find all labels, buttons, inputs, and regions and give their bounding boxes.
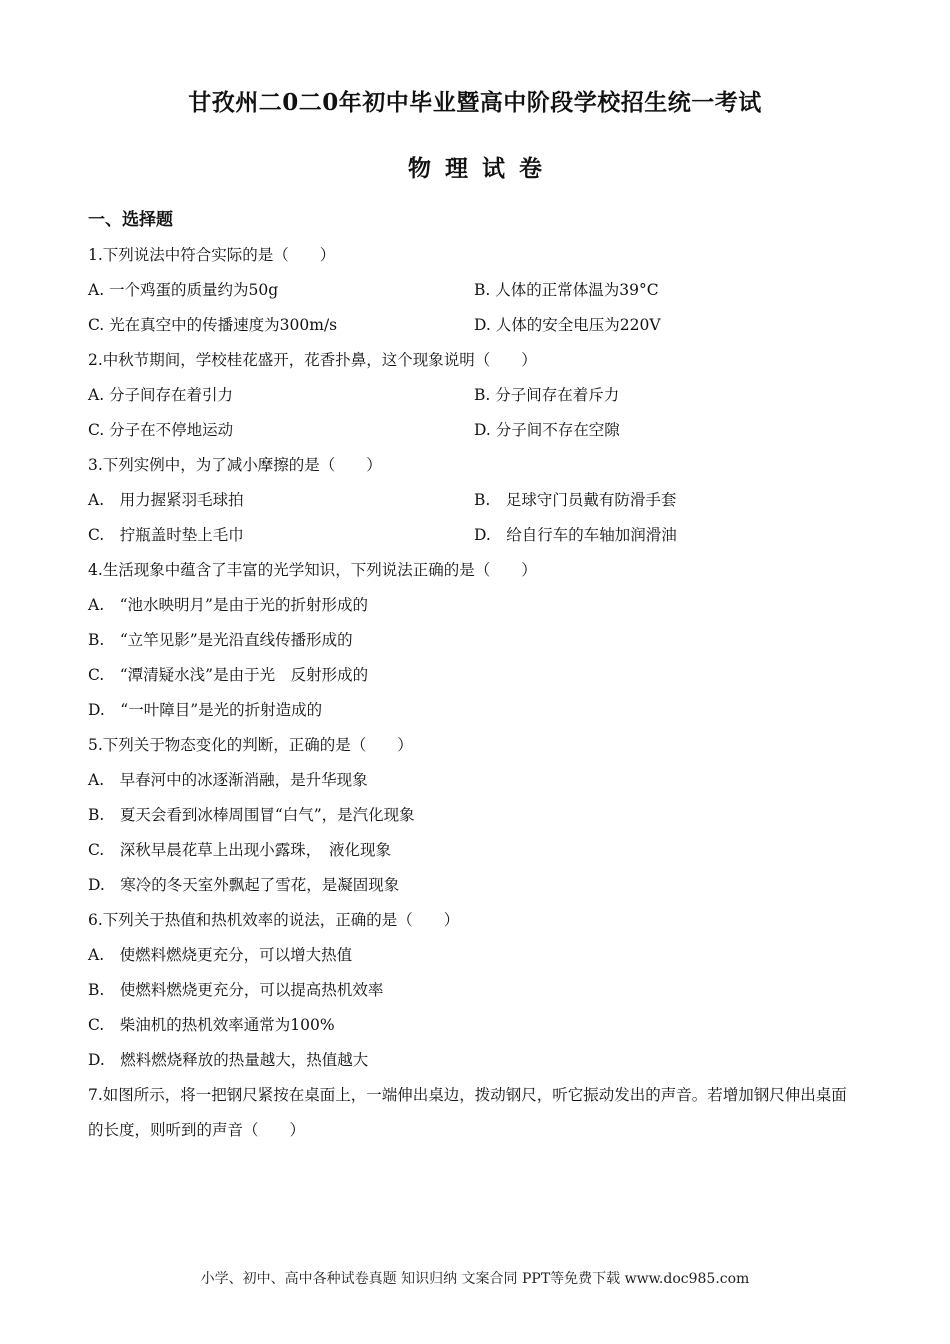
question-4-option-d: D. “一叶障目”是光的折射造成的 <box>88 701 323 719</box>
question-3-option-a: A. 用力握紧羽毛球拍 <box>88 491 244 509</box>
question-6-option-d: D. 燃料燃烧释放的热量越大，热值越大 <box>88 1051 369 1069</box>
question-4-option-a: A. “池水映明月”是由于光的折射形成的 <box>88 596 368 614</box>
footer-watermark-text: 小学、初中、高中各种试卷真题 知识归纳 文案合同 PPT等免费下载 www.doc985.com <box>200 1271 750 1287</box>
question-2-option-a: A. 分子间存在着引力 <box>88 386 234 404</box>
question-6-option-a: A. 使燃料燃烧更充分，可以增大热值 <box>88 946 353 964</box>
question-1-options-row-1 <box>88 273 860 308</box>
exam-subtitle: 物理试卷 <box>408 155 556 182</box>
question-6-option-c: C. 柴油机的热机效率通常为100% <box>88 1016 335 1034</box>
question-4-option-c: C. “潭清疑水浅”是由于光 反射形成的 <box>88 666 369 684</box>
section-title: 一、选择题 <box>88 210 173 230</box>
question-4-option-b: B. “立竿见影”是光沿直线传播形成的 <box>88 631 353 649</box>
question-1-option-b: B. 人体的正常体温为39°C <box>474 281 659 299</box>
question-1-option-d: D. 人体的安全电压为220V <box>474 316 661 334</box>
question-1-options-row-2 <box>88 308 860 343</box>
question-5-option-d: D. 寒冷的冬天室外飘起了雪花，是凝固现象 <box>88 876 400 894</box>
question-1-stem: 1.下列说法中符合实际的是（ ） <box>88 246 336 264</box>
question-6-option-b: B. 使燃料燃烧更充分，可以提高热机效率 <box>88 981 384 999</box>
exam-title: 甘孜州二0二0年初中毕业暨高中阶段学校招生统一考试 <box>188 89 762 116</box>
question-6-stem: 6.下列关于热值和热机效率的说法，正确的是（ ） <box>88 911 460 929</box>
question-7-stem: 7.如图所示，将一把钢尺紧按在桌面上，一端伸出桌边，拨动钢尺，听它振动发出的声音。若增加钢尺伸出桌面的长度，则听到的声音（ ） <box>88 1086 847 1139</box>
question-list <box>88 238 860 1148</box>
question-5-stem: 5.下列关于物态变化的判断，正确的是（ ） <box>88 736 413 754</box>
question-5-option-a: A. 早春河中的冰逐渐消融，是升华现象 <box>88 771 368 789</box>
question-3-option-d: D. 给自行车的车轴加润滑油 <box>474 526 677 544</box>
question-3-option-c: C. 拧瓶盖时垫上毛巾 <box>88 526 244 544</box>
question-5-option-b: B. 夏天会看到冰棒周围冒“白气”，是汽化现象 <box>88 806 415 824</box>
question-2-options-row-1 <box>88 378 860 413</box>
question-2-option-b: B. 分子间存在着斥力 <box>474 386 620 404</box>
question-4-stem: 4.生活现象中蕴含了丰富的光学知识，下列说法正确的是（ ） <box>88 561 537 579</box>
question-5-option-c: C. 深秋早晨花草上出现小露珠， 液化现象 <box>88 841 391 859</box>
question-3-option-b: B. 足球守门员戴有防滑手套 <box>474 491 677 509</box>
question-2-stem: 2.中秋节期间，学校桂花盛开，花香扑鼻，这个现象说明（ ） <box>88 351 537 369</box>
question-1-option-a: A. 一个鸡蛋的质量约为50g <box>88 281 279 299</box>
question-3-options-row-2 <box>88 518 860 553</box>
question-2-options-row-2 <box>88 413 860 448</box>
question-3-stem: 3.下列实例中，为了减小摩擦的是（ ） <box>88 456 382 474</box>
question-3-options-row-1 <box>88 483 860 518</box>
question-2-option-d: D. 分子间不存在空隙 <box>474 421 620 439</box>
question-1-option-c: C. 光在真空中的传播速度为300m/s <box>88 316 338 334</box>
question-2-option-c: C. 分子在不停地运动 <box>88 421 234 439</box>
